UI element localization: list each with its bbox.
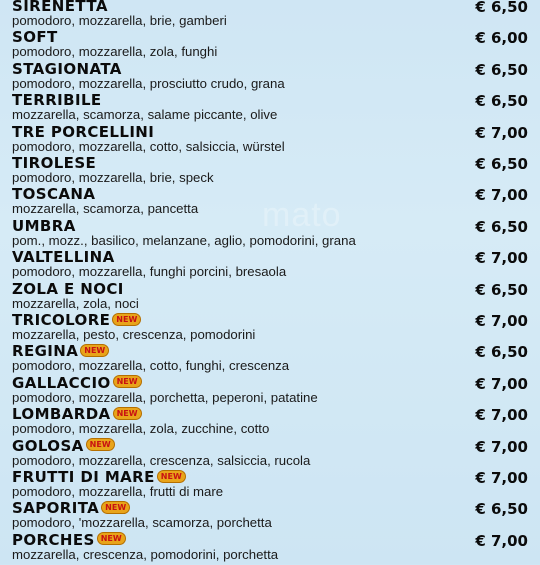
- price: € 6,50: [475, 155, 528, 173]
- ingredients: pomodoro, mozzarella, prosciutto crudo, grana: [12, 75, 285, 91]
- price: € 7,00: [475, 406, 528, 425]
- price: € 7,00: [475, 469, 528, 487]
- menu-item: [0, 499, 540, 533]
- menu-item: [0, 91, 540, 125]
- ingredients: pomodoro, mozzarella, zola, zucchine, cotto: [12, 421, 270, 437]
- ingredients: pomodoro, mozzarella, funghi porcini, bresaola: [12, 264, 287, 280]
- pizza-name-text: REGINA: [12, 342, 79, 361]
- ingredients: mozzarella, scamorza, salame piccante, olive: [12, 107, 278, 123]
- price: € 7,00: [475, 374, 528, 393]
- menu-item: [0, 468, 540, 502]
- pizza-name-text: SAPORITA: [12, 499, 100, 518]
- pizza-name-text: STAGIONATA: [12, 59, 122, 78]
- new-badge: NEW: [112, 313, 141, 326]
- ingredients: pomodoro, mozzarella, cotto, funghi, crescenza: [12, 358, 290, 374]
- menu-item: [0, 28, 540, 62]
- menu-item: [0, 436, 540, 471]
- ingredients: pomodoro, 'mozzarella, scamorza, porchetta: [12, 515, 272, 531]
- new-badge: NEW: [97, 532, 126, 545]
- new-badge: NEW: [80, 344, 109, 357]
- new-badge: NEW: [86, 438, 115, 451]
- pizza-name-text: ZOLA E NOCI: [12, 279, 124, 298]
- pizza-name-text: TERRIBILE: [12, 91, 102, 110]
- menu-item: [0, 0, 540, 31]
- menu-item: [0, 342, 540, 376]
- price: € 6,50: [475, 0, 528, 16]
- menu-item: [0, 311, 540, 345]
- ingredients: mozzarella, crescenza, pomodorini, porchetta: [12, 546, 279, 562]
- new-badge: NEW: [113, 375, 142, 388]
- price: € 7,00: [475, 437, 528, 456]
- price: € 7,00: [475, 312, 528, 330]
- price: € 7,00: [475, 531, 528, 550]
- new-badge: NEW: [157, 470, 186, 483]
- pizza-name-text: SIRENETTA: [12, 0, 108, 15]
- pizza-name-text: TOSCANA: [12, 185, 96, 204]
- pizza-name-text: GALLACCIO: [12, 373, 111, 392]
- price: € 6,50: [475, 343, 528, 362]
- ingredients: mozzarella, zola, noci: [12, 295, 139, 311]
- ingredients: pomodoro, mozzarella, zola, funghi: [12, 44, 218, 60]
- price: € 6,50: [475, 500, 528, 519]
- ingredients: mozzarella, scamorza, pancetta: [12, 201, 199, 217]
- price: € 7,00: [475, 186, 528, 205]
- menu-item: [0, 154, 540, 188]
- new-badge: NEW: [113, 407, 142, 420]
- pizza-name-text: SOFT: [12, 28, 58, 47]
- ingredients: pom., mozz., basilico, melanzane, aglio, pomodorini, grana: [12, 232, 356, 248]
- price: € 6,50: [475, 217, 528, 236]
- pizza-name-text: UMBRA: [12, 216, 76, 235]
- price: € 6,50: [475, 280, 528, 299]
- ingredients: pomodoro, mozzarella, porchetta, peperoni, patatine: [12, 389, 318, 405]
- ingredients: pomodoro, mozzarella, crescenza, salsiccia, rucola: [12, 452, 311, 468]
- pizza-name-text: PORCHES: [12, 530, 95, 549]
- ingredients: pomodoro, mozzarella, frutti di mare: [12, 484, 224, 499]
- menu-item: [0, 216, 540, 251]
- watermark: mato: [262, 196, 342, 234]
- price: € 7,00: [475, 249, 528, 268]
- menu-item: [0, 185, 540, 219]
- menu-item: [0, 279, 540, 314]
- ingredients: pomodoro, mozzarella, brie, speck: [12, 170, 214, 185]
- ingredients: pomodoro, mozzarella, cotto, salsiccia, würstel: [12, 138, 285, 154]
- price: € 6,00: [475, 29, 528, 48]
- pizza-name-text: LOMBARDA: [12, 405, 111, 424]
- price: € 7,00: [475, 123, 528, 142]
- menu-item: [0, 59, 540, 94]
- menu-item: [0, 405, 540, 439]
- pizza-name-text: GOLOSA: [12, 436, 84, 455]
- price: € 6,50: [475, 60, 528, 79]
- menu-item: [0, 248, 540, 282]
- pizza-name-text: TRICOLORE: [12, 311, 111, 329]
- pizza-name-text: VALTELLINA: [12, 248, 115, 267]
- ingredients: pomodoro, mozzarella, brie, gamberi: [12, 13, 227, 28]
- menu-item: [0, 373, 540, 408]
- pizza-name-text: TIROLESE: [12, 154, 97, 172]
- pizza-name-text: TRE PORCELLINI: [12, 122, 155, 141]
- pizza-name-text: FRUTTI DI MARE: [12, 468, 155, 486]
- menu-item: [0, 122, 540, 157]
- price: € 6,50: [475, 92, 528, 111]
- ingredients: mozzarella, pesto, crescenza, pomodorini: [12, 327, 256, 342]
- menu-item: [0, 530, 540, 565]
- new-badge: NEW: [101, 501, 130, 514]
